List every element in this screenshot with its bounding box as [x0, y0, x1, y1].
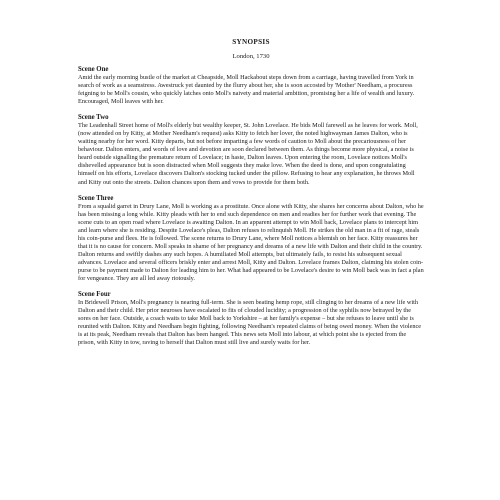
document-subtitle: London, 1730 [232, 53, 270, 60]
scene-section [78, 291, 424, 347]
scene-text: From a squalid garret in Drury Lane, Moll is working as a prostitute. Once alone with Kitty, she shares her concerns about Dalton, who he has been missing a long while. Kitty pleads with her to end such dependence on men and readies her for further work that evening. The scene cuts to an open road where Lovelace is awaiting Dalton. In an apparent attempt to win Moll back, Lovelace plans to intercept him and learn where she is residing. Despite Lovelace's pleas, Dalton refuses to relinquish Moll. He strikes the old man in a fit of rage, steals his coin-purse and flees. He is followed. The scene returns to Drury Lane, where Moll notices a blemish on her face. Kitty reassures her that it is no cause for concern. Moll speaks in shame of her pregnancy and dreams of a new life with Dalton and their child in the country. Dalton returns and swiftly dashes any such hopes. A humiliated Moll attempts, but ultimately fails, to resist his subsequent sexual advances. Lovelace and several officers briskly enter and arrest Moll, Kitty and Dalton. Lovelace frames Dalton, claiming his stolen coin-purse to be payment made to Dalton for leading him to her. What had appeared to be Lovelace's desire to win Moll back was in fact a plan for vengeance. They are all led away riotously. [78, 202, 424, 282]
scene-heading: Scene Two [78, 114, 109, 122]
scene-text: The Leadenhall Street home of Moll's elderly but wealthy keeper, St. John Lovelace. He bids Moll farewell as he leaves for work. Moll, (now attended on by Kitty, at Mother Needham's request) asks Kitty to fetch her lover, the noted highwayman James Dalton, who is waiting nearby for her word. Kitty departs, but not before imparting a few words of caution to Moll about the precariousness of her behaviour. Dalton enters, and words of love and devotion are soon declared between them. As things become more physical, a noise is heard outside signalling the premature return of Lovelace; in haste, Dalton leaves. Upon entering the room, Lovelace notices Moll's dishevelled appearance but is soon distracted when Moll suggests they make love. When the deed is done, and upon congratulating himself on his efforts, Lovelace discovers Dalton's stocking tucked under the pillow. Refusing to hear any explanation, he throws Moll and Kitty out onto the streets. Dalton chances upon them and vows to provide for them both. [78, 122, 418, 186]
document-page [78, 38, 424, 355]
scene-heading: Scene One [78, 66, 109, 73]
scene-section [78, 195, 424, 283]
scene-text: In Bridewell Prison, Moll's pregnancy is nearing full-term. She is seen beating hemp rope, still clinging to her dreams of a new life with Dalton and their child. Her prior neuroses have escalated to fits of clouded lucidity; a progression of the syphilis now betrayed by the sores on her face. Outside, a coach waits to take Moll back to Yorkshire – at her family's expense – but she refuses to leave until she is reunited with Dalton. Kitty and Needham begin fighting, following Needham's repeated claims of being owed money. When the violence is at its peak, Needham reveals that Dalton has been hanged. This news sets Moll into labour, at which point she is ejected from the prison, with Kitty in tow, raving to herself that Dalton must still live and surely waits for her. [78, 299, 422, 347]
scene-heading: Scene Four [78, 291, 111, 299]
scene-heading: Scene Three [78, 194, 114, 202]
scene-text: Amid the early morning bustle of the market at Cheapside, Moll Hackabout steps down from a carriage, having travelled from York in search of work as a seamstress. Awestruck yet daunted by the flurry about her, she is soon accosted by 'Mother' Needham, a procuress feigning to be Moll's cousin, who quickly latches onto Moll's naivety and material ambition, promising her a life of wealth and luxury. Encouraged, Moll leaves with her. [78, 74, 415, 106]
scene-section [78, 114, 424, 186]
document-title: SYNOPSIS [232, 38, 270, 46]
scene-section [78, 66, 424, 106]
